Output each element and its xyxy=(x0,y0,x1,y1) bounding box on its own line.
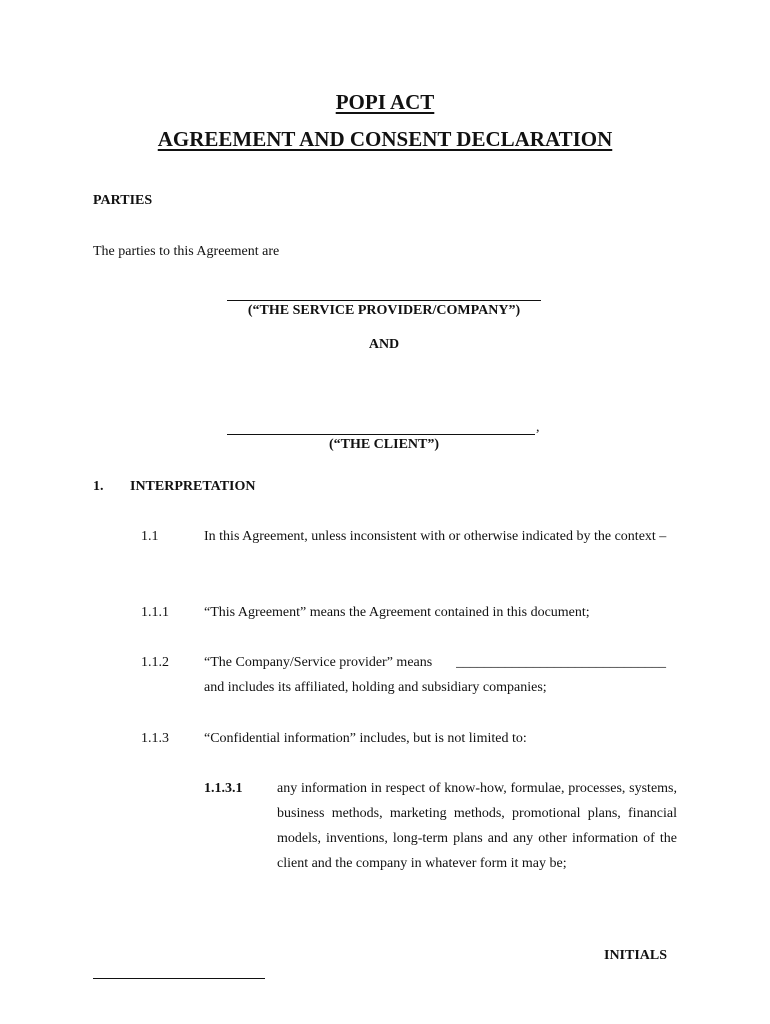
company-name-blank: ______________________________ xyxy=(456,655,666,670)
service-provider-label: (“THE SERVICE PROVIDER/COMPANY”) xyxy=(247,303,521,318)
client-trailing-comma: , xyxy=(536,420,540,435)
client-label: (“THE CLIENT”) xyxy=(328,437,440,452)
subclause-text: any information in respect of know-how, formulae, processes, systems, business methods, marketing methods, promotional plans, financial models, inventions, long-term plans and any other information of the client and the company in whatever form it may be; xyxy=(277,781,677,871)
and-label: AND xyxy=(368,337,400,352)
subclause-number: 1.1.3.1 xyxy=(204,781,243,796)
initials-line xyxy=(93,978,265,979)
clause-text: In this Agreement, unless inconsistent with or otherwise indicated by the context – xyxy=(204,529,667,544)
section-heading: INTERPRETATION xyxy=(130,479,256,494)
clause-number: 1.1 xyxy=(141,529,159,544)
clause-text: “Confidential information” includes, but is not limited to: xyxy=(204,731,527,746)
parties-intro: The parties to this Agreement are xyxy=(93,244,280,259)
clause-text-start: “The Company/Service provider” means xyxy=(204,655,433,670)
clause-text: “This Agreement” means the Agreement contained in this document; xyxy=(204,605,590,620)
clause-number: 1.1.2 xyxy=(141,655,169,670)
clause-number: 1.1.1 xyxy=(141,605,169,620)
document-title-line1: POPI ACT xyxy=(335,90,435,114)
client-signature-line xyxy=(227,434,535,435)
document-title-line2: AGREEMENT AND CONSENT DECLARATION xyxy=(157,127,613,151)
initials-label: INITIALS xyxy=(604,948,668,963)
clause-number: 1.1.3 xyxy=(141,731,169,746)
clause-text-end: and includes its affiliated, holding and subsidiary companies; xyxy=(204,680,547,695)
section-number: 1. xyxy=(93,479,104,494)
service-provider-signature-line xyxy=(227,300,541,301)
parties-heading: PARTIES xyxy=(93,193,153,208)
